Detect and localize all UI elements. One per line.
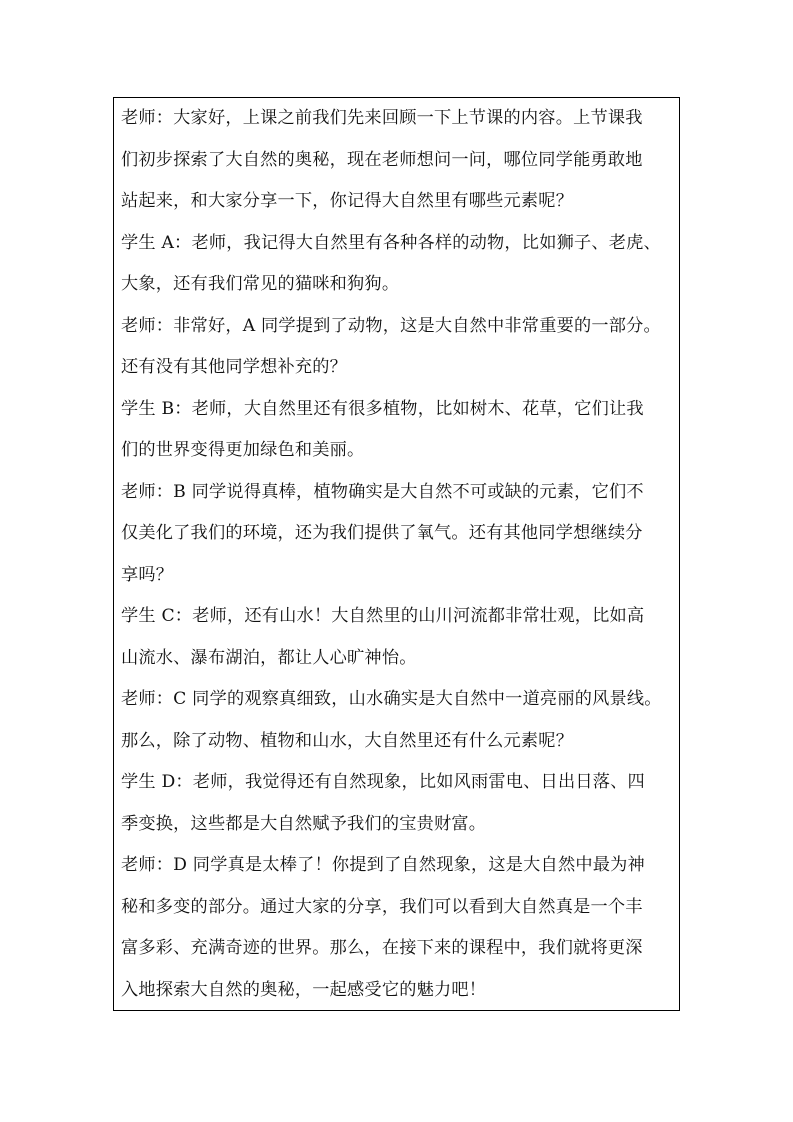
dialogue-line: 老师：D 同学真是太棒了！你提到了自然现象，这是大自然中最为神 bbox=[121, 855, 645, 875]
dialogue-line: 老师：非常好，A 同学提到了动物，这是大自然中非常重要的一部分。 bbox=[121, 315, 661, 336]
dialogue-line: 还有没有其他同学想补充的？ bbox=[121, 357, 348, 377]
dialogue-line: 学生 A：老师，我记得大自然里有各种各样的动物，比如狮子、老虎、 bbox=[121, 232, 661, 253]
dialogue-line: 山流水、瀑布湖泊，都让人心旷神怡。 bbox=[121, 647, 417, 668]
dialogue-paragraph bbox=[121, 472, 673, 597]
dialogue-paragraph bbox=[121, 845, 673, 1011]
dialogue-line: 享吗？ bbox=[121, 564, 174, 585]
dialogue-line: 入地探索大自然的奥秘，一起感受它的魅力吧！ bbox=[121, 979, 487, 1000]
dialogue-paragraph bbox=[121, 223, 673, 306]
dialogue-line: 大象，还有我们常见的猫咪和狗狗。 bbox=[121, 274, 400, 294]
dialogue-line: 老师：B 同学说得真棒，植物确实是大自然不可或缺的元素，它们不 bbox=[121, 481, 644, 502]
dialogue-paragraph bbox=[121, 306, 673, 389]
dialogue-line: 老师：C 同学的观察真细致，山水确实是大自然中一道亮丽的风景线。 bbox=[121, 689, 662, 709]
dialogue-line: 学生 D：老师，我觉得还有自然现象，比如风雨雷电、日出日落、四 bbox=[121, 772, 645, 792]
dialogue-line: 学生 B：老师，大自然里还有很多植物，比如树木、花草，它们让我 bbox=[121, 398, 644, 419]
dialogue-line: 老师：大家好，上课之前我们先来回顾一下上节课的内容。上节课我 bbox=[121, 108, 643, 128]
dialogue-line: 学生 C：老师，还有山水！大自然里的山川河流都非常壮观，比如高 bbox=[121, 606, 645, 626]
dialogue-line: 秘和多变的部分。通过大家的分享，我们可以看到大自然真是一个丰 bbox=[121, 896, 643, 917]
dialogue-paragraph bbox=[121, 679, 673, 762]
dialogue-line: 们的世界变得更加绿色和美丽。 bbox=[121, 440, 365, 460]
dialogue-table-cell bbox=[113, 97, 680, 1011]
dialogue-line: 站起来，和大家分享一下，你记得大自然里有哪些元素呢？ bbox=[121, 191, 574, 211]
dialogue-line: 那么，除了动物、植物和山水，大自然里还有什么元素呢？ bbox=[121, 730, 574, 751]
dialogue-paragraph bbox=[121, 596, 673, 679]
dialogue-paragraph bbox=[121, 98, 673, 223]
dialogue-line: 们初步探索了大自然的奥秘，现在老师想问一问，哪位同学能勇敢地 bbox=[121, 149, 643, 170]
dialogue-line: 仅美化了我们的环境，还为我们提供了氧气。还有其他同学想继续分 bbox=[121, 523, 643, 543]
dialogue-paragraph bbox=[121, 389, 673, 472]
dialogue-paragraph bbox=[121, 762, 673, 845]
dialogue-line: 富多彩、充满奇迹的世界。那么，在接下来的课程中，我们就将更深 bbox=[121, 938, 643, 958]
dialogue-line: 季变换，这些都是大自然赋予我们的宝贵财富。 bbox=[121, 813, 487, 834]
